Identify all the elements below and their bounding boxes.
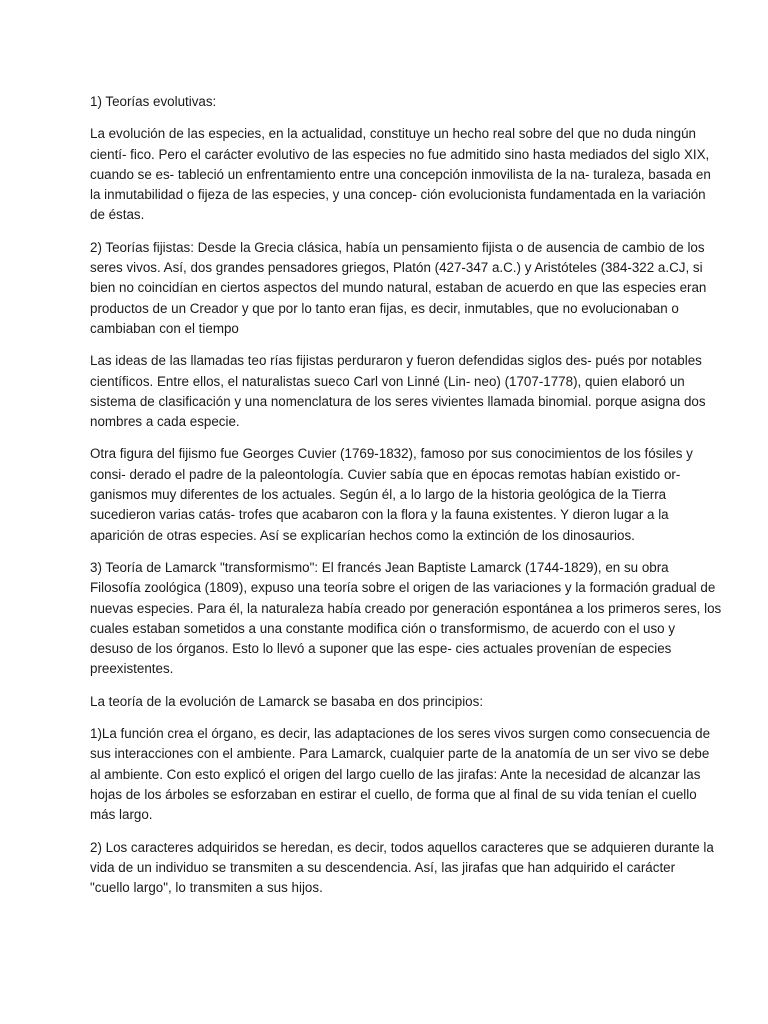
text-line: aparición de otras especies. Así se explicarían hechos como la extinción de los dinosaurios. <box>90 527 635 543</box>
text-line: nuevas especies. Para él, la naturaleza había creado por generación espontánea a los primeros seres, los <box>90 600 722 616</box>
text-line: sucedieron varias catás- trofes que acabaron con la flora y la fauna existentes. Y dieron lugar a la <box>90 507 669 523</box>
text-line: la inmutabilidad o fijeza de las especies, y una concep- ción evolucionista fundamentada en la variación <box>90 187 706 203</box>
text-line: bien no coincidían en ciertos aspectos del mundo natural, estaban de acuerdo en que las especies eran <box>90 280 707 296</box>
text-line: 1)La función crea el órgano, es decir, las adaptaciones de los seres vivos surgen como consecuencia de <box>90 726 711 742</box>
text-line: al ambiente. Con esto explicó el origen del largo cuello de las jirafas: Ante la necesidad de alcanzar las <box>90 766 701 782</box>
document-page <box>90 92 722 910</box>
paragraph-linne <box>90 351 706 432</box>
text-line: nombres a cada especie. <box>90 414 240 430</box>
text-line: desuso de los órganos. Esto lo llevó a suponer que las espe- cies actuales provenían de especies <box>90 641 672 657</box>
text-line: La evolución de las especies, en la actualidad, constituye un hecho real sobre del que no duda ningún <box>90 126 696 142</box>
text-line: sistema de clasificación y una nomenclatura de los seres vivientes llamada binomial. porque asigna dos <box>90 393 706 409</box>
paragraph-principios <box>90 692 680 712</box>
heading-teorias-evolutivas <box>90 92 680 112</box>
paragraph-teorias-fijistas <box>90 238 707 339</box>
text-line: ganismos muy diferentes de los actuales. Según él, a lo largo de la historia geológica de la Tierra <box>90 487 667 503</box>
text-line: 2) Los caracteres adquiridos se heredan, es decir, todos aquellos caracteres que se adquieren durante la <box>90 839 714 855</box>
text-line: 2) Teorías fijistas: Desde la Grecia clásica, había un pensamiento fijista o de ausencia de cambio de los <box>90 239 705 255</box>
text-line: 3) Teoría de Lamarck "transformismo": El francés Jean Baptiste Lamarck (1744-1829), en su obra <box>90 559 669 575</box>
text-line: cuales estaban sometidos a una constante modifica ción o transformismo, de acuerdo con el uso y <box>90 620 676 636</box>
text-line: hojas de los árboles se esforzaban en estirar el cuello, de forma que al final de su vida tenían el cuello <box>90 786 697 802</box>
paragraph-lamarck <box>90 558 722 680</box>
text-line: consi- derado el padre de la paleontología. Cuvier sabía que en épocas remotas habían existido or- <box>90 466 681 482</box>
text-line: vida de un individuo se transmiten a su descendencia. Así, las jirafas que han adquirido el carácter <box>90 859 676 875</box>
paragraph-evolucion <box>90 124 711 225</box>
text-line: Las ideas de las llamadas teo rías fijistas perduraron y fueron defendidas siglos des- pués por notables <box>90 353 702 369</box>
text-line: 1) Teorías evolutivas: <box>90 94 217 109</box>
text-line: cientí- fico. Pero el carácter evolutivo de las especies no fue admitido sino hasta mediados del siglo XIX, <box>90 146 710 162</box>
text-line: seres vivos. Así, dos grandes pensadores griegos, Platón (427-347 a.C.) y Aristóteles (384-322 a.CJ, si <box>90 260 703 276</box>
paragraph-principio-2 <box>90 838 714 899</box>
text-line: "cuello largo", lo transmiten a sus hijos. <box>90 880 323 896</box>
text-line: sus interacciones con el ambiente. Para Lamarck, cualquier parte de la anatomía de un ser vivo se debe <box>90 746 710 762</box>
text-line: cuando se es- tableció un enfrentamiento entre una concepción inmovilista de la na- turaleza, basada en <box>90 166 711 182</box>
text-line: productos de un Creador y que por lo tanto eran fijas, es decir, inmutables, que no evolucionaban o <box>90 300 679 316</box>
text-line: más largo. <box>90 807 153 823</box>
paragraph-cuvier <box>90 444 693 545</box>
text-line: preexistentes. <box>90 661 174 677</box>
text-line: Otra figura del fijismo fue Georges Cuvier (1769-1832), famoso por sus conocimientos de los fósiles y <box>90 446 693 462</box>
text-line: científicos. Entre ellos, el naturalistas sueco Carl von Linné (Lin- neo) (1707-1778), quien elaboró un <box>90 373 685 389</box>
text-line: de éstas. <box>90 207 145 223</box>
text-line: Filosofía zoológica (1809), expuso una teoría sobre el origen de las variaciones y la formación gradual de <box>90 580 716 596</box>
paragraph-principio-1 <box>90 724 711 825</box>
text-line: cambiaban con el tiempo <box>90 320 239 336</box>
text-line: La teoría de la evolución de Lamarck se basaba en dos principios: <box>90 693 484 709</box>
